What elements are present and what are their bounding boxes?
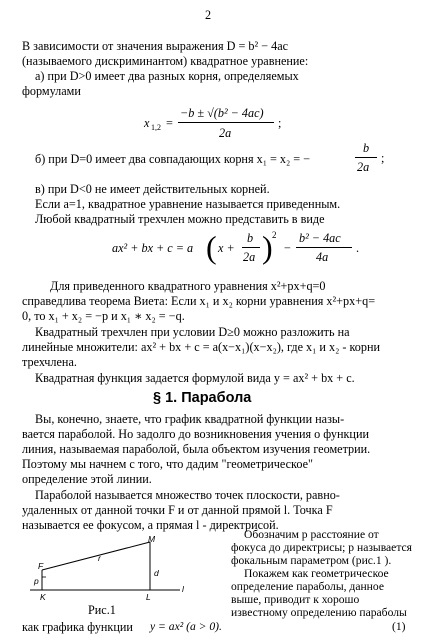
factor-line-2: линейные множители: ax² + bx + c = a(x−x₁)(x−x₂), где x₁ и x₂ - корни: [22, 340, 381, 354]
roots-formula-semicolon: ;: [278, 116, 282, 130]
square-formula-x-plus: x +: [218, 241, 235, 255]
frac1-den: 2a: [243, 250, 256, 264]
roots-formula-sub: 1,2: [151, 123, 161, 132]
frac2-bar: [296, 247, 352, 248]
right-col-line-7: известному определению параболы: [231, 606, 407, 619]
square-formula-period: .: [356, 241, 360, 255]
segment-r: [42, 542, 150, 570]
final-line: как графика функции: [22, 620, 133, 634]
frac2-num: b² − 4ac: [299, 231, 341, 245]
figure-label-r: r: [98, 553, 101, 563]
parabola-def-line-3: называется ее фокусом, а прямая l - директрисой.: [22, 518, 279, 532]
reduced-line-2: Любой квадратный трехчлен можно представить в виде: [35, 212, 325, 226]
square-formula-left: ax² + bx + c = a: [112, 241, 194, 255]
left-paren: (: [206, 229, 217, 265]
vieta-line-3: 0, то x₁ + x₂ = −p и x₁ ∗ x₂ = −q.: [22, 309, 185, 323]
right-col-line-1: Обозначим p расстояние от: [244, 528, 379, 541]
case-c-line: в) при D<0 не имеет действительных корней.: [35, 182, 270, 196]
function-definition: Квадратная функция задается формулой вида y = ax² + bx + c.: [35, 371, 355, 385]
final-eq-number: (1): [392, 620, 406, 633]
section-heading: § 1. Парабола: [153, 390, 252, 406]
figure-label-k: K: [40, 592, 46, 602]
roots-formula-bar: [178, 122, 274, 123]
parabola-intro-line-5: определение этой линии.: [22, 472, 152, 486]
vieta-line-1: Для приведенного квадратного уравнения x²+px+q=0: [50, 279, 326, 293]
figure-caption: Рис.1: [88, 603, 116, 617]
roots-formula-eq: =: [166, 116, 173, 130]
frac2-den: 4a: [316, 250, 329, 264]
case-b-frac-den: 2a: [357, 160, 370, 174]
roots-formula: [144, 104, 304, 144]
figure-parabola-diagram: [22, 532, 192, 606]
case-b-fraction: [355, 141, 385, 177]
frac1-bar: [242, 247, 260, 248]
case-b-line: б) при D=0 имеет два совпадающих корня x₁ = x₂ = −: [35, 152, 311, 166]
right-col-line-5: определение параболы, данное: [231, 580, 384, 593]
final-formula: y = ax² (a > 0).: [150, 620, 222, 633]
figure-label-l-point: L: [146, 592, 151, 602]
figure-label-m: M: [148, 534, 156, 544]
roots-formula-denominator: 2a: [219, 126, 232, 140]
page-number: 2: [205, 8, 212, 22]
parabola-def-line-2: удаленных от данной точки F и от данной прямой l. Точка F: [22, 503, 333, 517]
square-formula: [112, 228, 372, 270]
parabola-def-line-1: Параболой называется множество точек плоскости, равно-: [35, 488, 340, 502]
intro-line-2: (называемого дискриминантом) квадратное уравнение:: [22, 54, 309, 68]
right-col-line-6: выше, приводит к хорошо: [231, 593, 360, 606]
figure-label-d: d: [154, 568, 159, 578]
right-col-line-3: фокальным параметром (рис.1 ).: [231, 554, 392, 567]
case-a-line-2: формулами: [22, 84, 81, 98]
reduced-line-1: Если a=1, квадратное уравнение называется приведенным.: [35, 197, 341, 211]
case-b-semicolon: ;: [381, 151, 385, 165]
parabola-intro-line-1: Вы, конечно, знаете, что график квадратной функции назы-: [35, 412, 345, 426]
roots-formula-lhs: x: [144, 116, 150, 130]
right-paren: ): [262, 229, 273, 265]
case-a-line-1: а) при D>0 имеет два разных корня, определяемых: [35, 69, 299, 83]
factor-line-1: Квадратный трехчлен при условии D≥0 можно разложить на: [35, 325, 350, 339]
figure-label-l-line: l: [182, 584, 184, 594]
intro-line-1: В зависимости от значения выражения D = b² − 4ac: [22, 39, 289, 53]
case-b-frac-bar: [355, 157, 377, 158]
right-col-line-2: фокуса до директрисы; p называется: [231, 541, 413, 554]
factor-line-3: трехчлена.: [22, 355, 77, 369]
square-formula-minus: −: [284, 241, 291, 255]
figure-label-f: F: [38, 561, 44, 571]
vieta-line-2: справедлива теорема Виета: Если x₁ и x₂ корни уравнения x²+px+q=: [22, 294, 376, 308]
case-b-frac-num: b: [363, 141, 370, 155]
paren-exponent: 2: [272, 230, 277, 240]
right-col-line-4: Покажем как геометрическое: [244, 567, 389, 580]
figure-label-p: p: [34, 576, 39, 586]
parabola-intro-line-3: линия, называемая параболой, была объектом изучения геометрии.: [22, 442, 371, 456]
frac1-num: b: [247, 231, 254, 245]
roots-formula-numerator: −b ± √(b² − 4ac): [180, 106, 264, 120]
parabola-intro-line-2: вается параболой. Но задолго до возникновения учения о функции: [22, 427, 369, 441]
parabola-intro-line-4: Поэтому мы начнем с того, что дадим "геометрическое": [22, 457, 313, 471]
